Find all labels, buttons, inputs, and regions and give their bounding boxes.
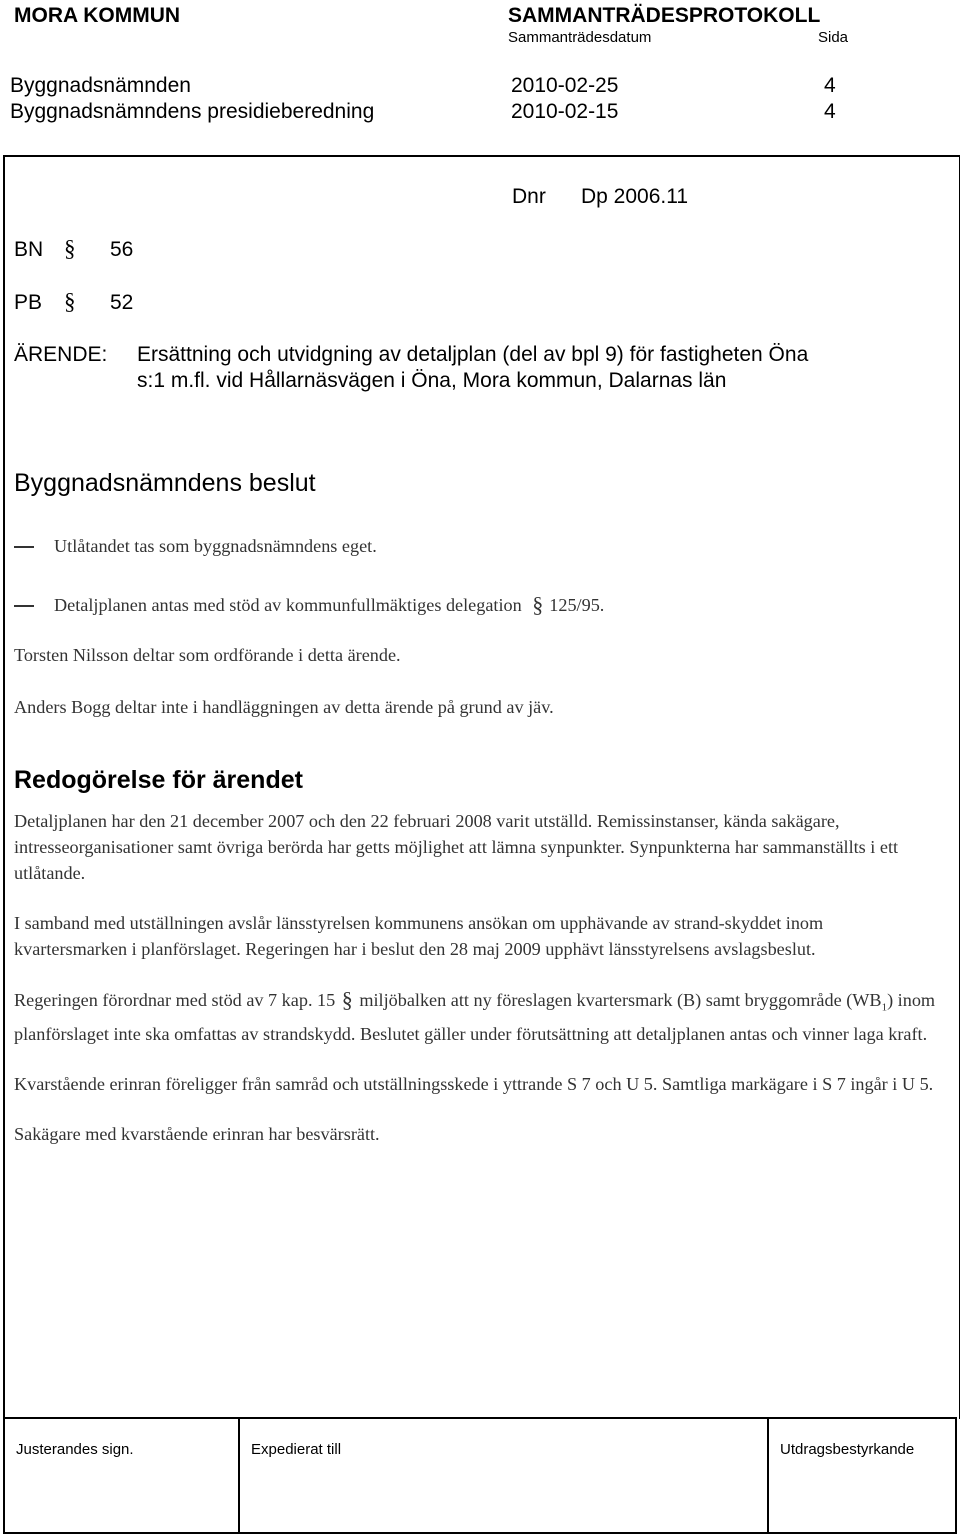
section-symbol-icon: § <box>341 987 353 1012</box>
report-text: miljöbalken att ny föreslagen kvartersmark (B) samt bryggområde (WB <box>359 990 882 1010</box>
section-symbol-icon: § <box>64 289 76 314</box>
section-symbol-icon: § <box>532 592 544 617</box>
committee-page: 4 <box>824 74 836 97</box>
report-heading: Redogörelse för ärendet <box>14 766 303 794</box>
committee-date: 2010-02-15 <box>511 100 619 123</box>
arende-title-line2: s:1 m.fl. vid Hållarnäsvägen i Öna, Mora kommun, Dalarnas län <box>137 369 727 392</box>
bn-paragraph: 56 <box>110 238 134 261</box>
section-symbol-icon: § <box>64 236 76 261</box>
decision-note: Torsten Nilsson deltar som ordförande i detta ärende. <box>14 645 401 665</box>
committee-date: 2010-02-25 <box>511 74 619 97</box>
report-text: ) inom planförslaget inte ska omfattas av strandskydd. Beslutet gäller under förutsättning att detaljplanen antas och vinner laga kraft. <box>14 990 936 1044</box>
arende-label: ÄRENDE: <box>14 343 108 366</box>
dnr-label: Dnr <box>512 185 546 208</box>
committee-name: Byggnadsnämndens presidieberedning <box>10 100 375 123</box>
subscript-text: 1 <box>881 1001 888 1014</box>
footer-divider <box>238 1419 240 1532</box>
report-body <box>14 808 939 1171</box>
dash-bullet-icon <box>14 605 34 607</box>
signature-footer <box>3 1417 957 1534</box>
decision-heading: Byggnadsnämndens beslut <box>14 469 316 497</box>
report-paragraph: Detaljplanen har den 21 december 2007 och den 22 februari 2008 varit utställd. Remissinstanser, kända sakägare, intresseorganisationer samt övriga berörda har getts möjlighet att lämna synpunkter. Synpunkterna har sammanställts i ett utlåtande. <box>14 811 899 883</box>
report-paragraph: Sakägare med kvarstående erinran har besvärsrätt. <box>14 1123 380 1144</box>
decision-item-text: 125/95. <box>549 595 605 615</box>
utdragsbestyrkande-label: Utdragsbestyrkande <box>780 1441 915 1458</box>
meeting-date-label: Sammanträdesdatum <box>508 29 652 46</box>
bn-label: BN <box>14 238 44 261</box>
decision-item-text: Detaljplanen antas med stöd av kommunfullmäktiges delegation <box>54 595 522 615</box>
decision-note: Anders Bogg deltar inte i handläggningen av detta ärende på grund av jäv. <box>14 697 554 717</box>
footer-divider <box>767 1419 769 1532</box>
justerandes-sign-label: Justerandes sign. <box>16 1441 134 1458</box>
report-text: Regeringen förordnar med stöd av 7 kap. 15 <box>14 990 336 1010</box>
document-type: SAMMANTRÄDESPROTOKOLL <box>508 4 821 27</box>
dnr-value: Dp 2006.11 <box>581 185 689 208</box>
committee-page: 4 <box>824 100 836 123</box>
report-paragraph: I samband med utställningen avslår länsstyrelsen kommunens ansökan om upphävande av strand-skyddet inom kvartersmarken i planförslaget. Regeringen har i beslut den 28 maj 2009 upphävt länsstyrelsens avslagsbeslut. <box>14 913 824 959</box>
decision-item-text: Utlåtandet tas som byggnadsnämndens eget. <box>54 536 377 556</box>
arende-title-line1: Ersättning och utvidgning av detaljplan (del av bpl 9) för fastigheten Öna <box>137 343 809 366</box>
page-label: Sida <box>818 29 849 46</box>
committee-name: Byggnadsnämnden <box>10 74 191 97</box>
report-paragraph: Kvarstående erinran föreligger från samråd och utställningsskede i yttrande S 7 och U 5. Samtliga markägare i S 7 ingår i U 5. <box>14 1073 934 1094</box>
expedierat-till-label: Expedierat till <box>251 1441 342 1458</box>
dash-bullet-icon <box>14 546 34 548</box>
pb-paragraph: 52 <box>110 291 134 314</box>
decision-item <box>14 591 604 617</box>
organization-name: MORA KOMMUN <box>14 4 181 27</box>
pb-label: PB <box>14 291 43 314</box>
decision-item <box>14 536 377 557</box>
report-paragraph <box>14 986 939 1047</box>
